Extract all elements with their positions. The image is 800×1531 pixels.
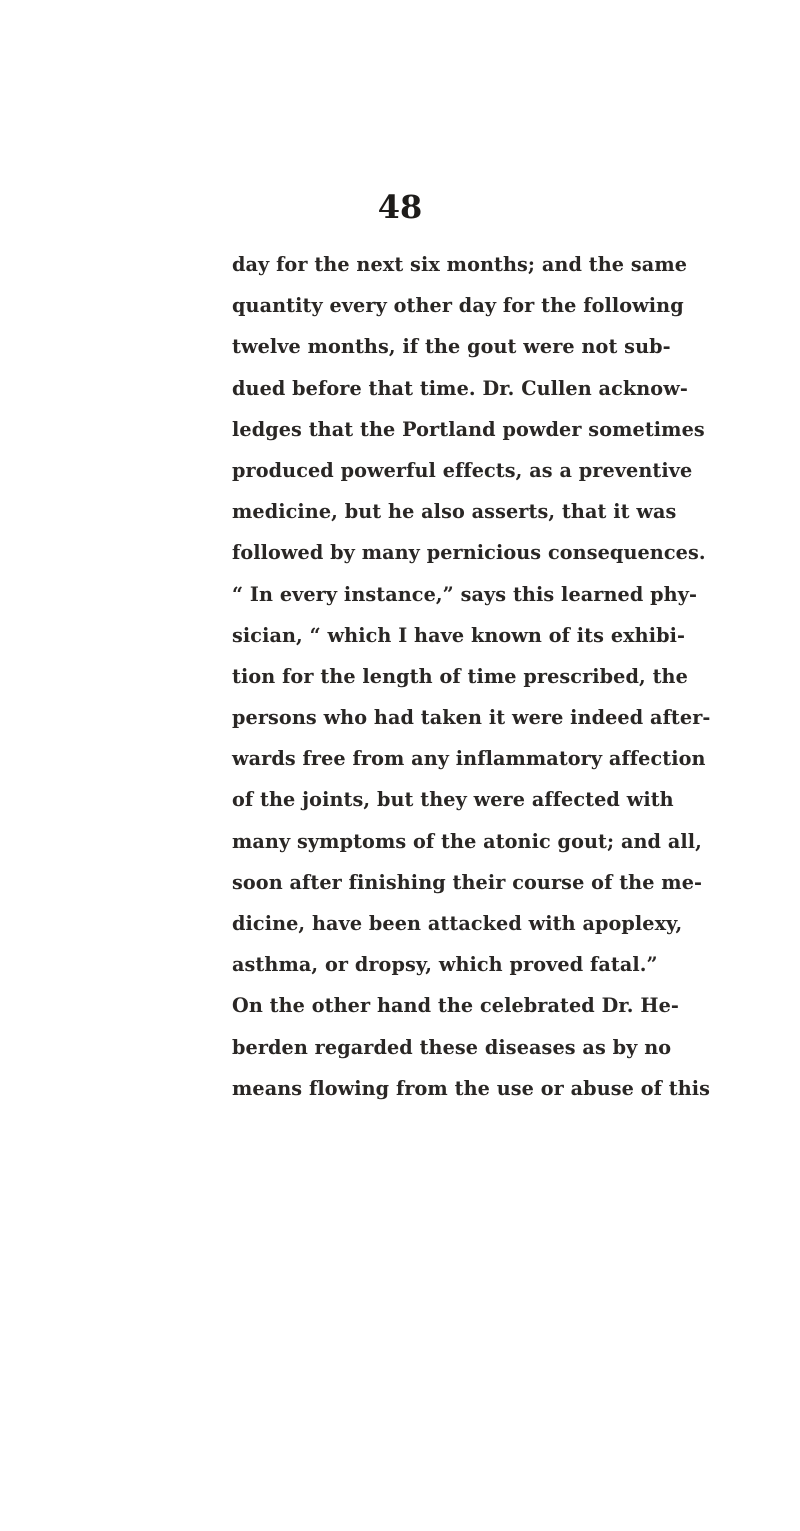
text-line: day for the next six months; and the same <box>232 253 688 276</box>
text-line: On the other hand the celebrated Dr. He- <box>232 994 679 1018</box>
text-line: persons who had taken it were indeed after- <box>232 706 711 730</box>
text-line: twelve months, if the gout were not sub- <box>232 335 671 359</box>
text-line: dued before that time. Dr. Cullen acknow- <box>232 376 688 400</box>
text-line: soon after finishing their course of the me- <box>232 870 703 894</box>
text-line: many symptoms of the atonic gout; and all, <box>232 829 702 853</box>
text-line: wards free from any inflammatory affection <box>232 747 706 771</box>
text-line: tion for the length of time prescribed, the <box>232 664 688 688</box>
text-line: medicine, but he also asserts, that it was <box>232 500 677 524</box>
text-line: berden regarded these diseases as by no <box>232 1035 672 1059</box>
text-line: ledges that the Portland powder sometimes <box>232 417 705 441</box>
text-line: quantity every other day for the following <box>232 294 684 318</box>
text-line: followed by many pernicious consequences. <box>232 541 706 565</box>
text-line: “ In every instance,” says this learned phy- <box>232 582 698 606</box>
text-line: produced powerful effects, as a preventive <box>232 458 693 482</box>
text-line: sician, “ which I have known of its exhibi- <box>232 623 686 647</box>
page-number: 48 <box>377 188 423 226</box>
text-line: asthma, or dropsy, which proved fatal.” <box>232 953 658 977</box>
text-line: of the joints, but they were affected with <box>232 788 674 812</box>
text-line: means flowing from the use or abuse of this <box>232 1076 711 1100</box>
text-line: dicine, have been attacked with apoplexy, <box>232 912 683 935</box>
body-text <box>232 244 711 1109</box>
